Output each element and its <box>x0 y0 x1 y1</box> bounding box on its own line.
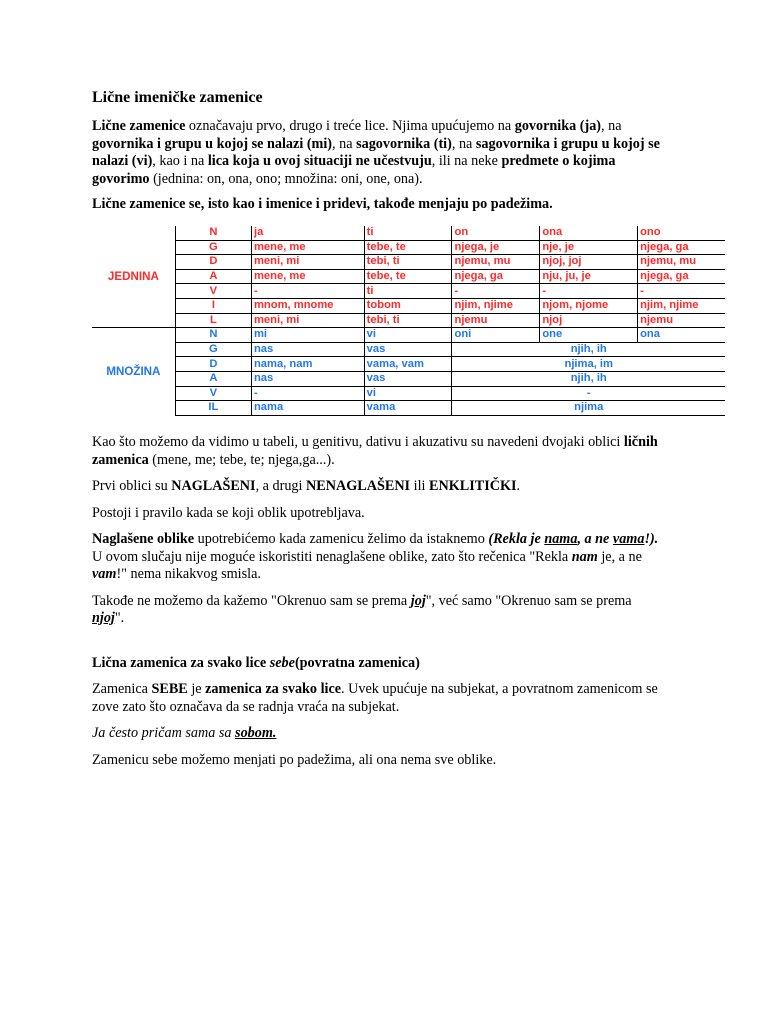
intro-paragraph <box>92 118 662 188</box>
rule-paragraph: Postoji i pravilo kada se koji oblik upotrebljava. <box>92 504 365 521</box>
text-underlined: sobom. <box>235 725 277 741</box>
case-label: A <box>175 269 251 284</box>
table-row <box>92 328 725 343</box>
cell-on: - <box>452 284 540 299</box>
cell-ona: nje, je <box>540 240 638 255</box>
cell-vi: vas <box>364 342 452 357</box>
text: , a drugi <box>255 478 307 494</box>
case-label: V <box>175 386 251 401</box>
case-label: N <box>175 328 251 343</box>
cell-ona-pl: ona <box>638 328 725 343</box>
text: (jednina: on, ona, ono; množina: oni, one, ona). <box>149 170 423 187</box>
example-paragraph <box>92 593 662 628</box>
case-label: L <box>175 313 251 328</box>
text: Lična zamenica za svako lice <box>92 654 270 671</box>
cell-mi: nama <box>251 401 364 416</box>
case-label: G <box>175 342 251 357</box>
cell-ja: meni, mi <box>251 313 364 328</box>
text: . <box>516 478 521 494</box>
case-label: A <box>175 371 251 386</box>
cell-ono: - <box>638 284 725 299</box>
table-row <box>92 371 725 386</box>
text-bold: govornika i grupu u kojoj se nalazi (mi) <box>92 135 333 152</box>
text-underlined: njoj <box>92 610 115 626</box>
cell-ono: njemu, mu <box>638 255 725 270</box>
table-row <box>92 284 725 299</box>
cell-on: on <box>452 226 540 240</box>
document-body-continued <box>92 434 662 769</box>
text-bold: SEBE <box>151 681 188 697</box>
text-bold-italic: vam <box>92 566 117 582</box>
cell-on: njemu, mu <box>452 255 540 270</box>
text-bold-italic: nam <box>571 548 598 565</box>
cell-ti: ti <box>364 284 452 299</box>
cell-ja: meni, mi <box>251 255 364 270</box>
text-underlined: vama <box>612 531 645 547</box>
text: Ja često pričam sama sa <box>92 725 236 741</box>
table-row <box>92 240 725 255</box>
table-row <box>92 226 725 240</box>
table-explanation-paragraph <box>92 434 662 469</box>
cell-third-person: njima <box>452 401 725 416</box>
text-bold-italic: , a ne <box>577 531 613 547</box>
case-label: I <box>175 298 251 313</box>
cell-vi: vas <box>364 371 452 386</box>
cell-mi: nama, nam <box>251 357 364 372</box>
case-label: G <box>175 240 251 255</box>
pronoun-table <box>92 226 725 416</box>
text-bold: NAGLAŠENI <box>171 478 256 494</box>
case-label: D <box>175 357 251 372</box>
cell-ona: njoj <box>540 313 638 328</box>
text-underlined: nama <box>544 531 578 547</box>
cell-vi: vi <box>364 328 452 343</box>
text: upotrebićemo kada zamenicu želimo da istaknemo <box>194 531 489 547</box>
text: Zamenica <box>92 681 152 697</box>
page-title: Lične imeničke zamenice <box>92 89 263 106</box>
text-bold: zamenica za svako lice <box>205 681 342 697</box>
cell-mi: nas <box>251 371 364 386</box>
text: Takođe ne možemo da kažemo "Okrenuo sam se prema <box>92 592 411 609</box>
cell-vi: vi <box>364 386 452 401</box>
cell-mi: mi <box>251 328 364 343</box>
section-heading <box>92 655 662 673</box>
text-bold: Lične zamenice <box>92 118 186 134</box>
cell-on: njega, je <box>452 240 540 255</box>
text-bold-italic: (Rekla je <box>488 531 545 547</box>
cell-ti: ti <box>364 226 452 240</box>
text: (mene, me; tebe, te; njega,ga...). <box>148 451 335 468</box>
cell-ja: - <box>251 284 364 299</box>
cell-vi: vama, vam <box>364 357 452 372</box>
table-row <box>92 255 725 270</box>
text-bold: sagovornika (ti) <box>356 135 452 152</box>
cell-ono: njemu <box>638 313 725 328</box>
cell-ja: mene, me <box>251 269 364 284</box>
closing-paragraph: Zamenicu sebe možemo menjati po padežima, ali ona nema sve oblike. <box>92 751 497 768</box>
cell-ja: mnom, mnome <box>251 298 364 313</box>
text: je, a ne <box>597 548 642 565</box>
text: U ovom slučaju nije moguće iskoristiti nenaglašene oblike, zato što rečenica "Rekla <box>92 548 572 565</box>
cell-ja: mene, me <box>251 240 364 255</box>
cell-one: one <box>540 328 638 343</box>
text-underlined: joj <box>410 592 426 609</box>
cell-third-person: njih, ih <box>452 371 725 386</box>
text: , kao i na <box>152 153 208 169</box>
cell-vi: vama <box>364 401 452 416</box>
cell-ti: tebi, ti <box>364 255 452 270</box>
cell-ti: tebe, te <box>364 240 452 255</box>
table-row <box>92 386 725 401</box>
cell-third-person: njima, im <box>452 357 725 372</box>
cell-ona: njoj, joj <box>540 255 638 270</box>
cell-mi: nas <box>251 342 364 357</box>
text-bold: govornika (ja) <box>514 118 602 134</box>
text: ". <box>114 610 125 626</box>
cell-ono: njega, ga <box>638 240 725 255</box>
text-italic: sebe <box>269 654 295 671</box>
table-row <box>92 401 725 416</box>
cell-ono: njim, njime <box>638 298 725 313</box>
table-row <box>92 313 725 328</box>
cell-third-person: - <box>452 386 725 401</box>
text: !" nema nikakvog smisla. <box>116 566 261 582</box>
text-bold: NENAGLAŠENI <box>306 478 411 494</box>
cell-ona: njom, njome <box>540 298 638 313</box>
text: , na <box>601 118 622 134</box>
cell-mi: - <box>251 386 364 401</box>
cell-ona: nju, ju, je <box>540 269 638 284</box>
text: Prvi oblici su <box>92 478 172 494</box>
text: ", već samo "Okrenuo sam se prema <box>425 592 632 609</box>
case-label: D <box>175 255 251 270</box>
cell-oni: oni <box>452 328 540 343</box>
cell-ti: tebe, te <box>364 269 452 284</box>
cell-ti: tobom <box>364 298 452 313</box>
text: . Uvek upućuje na subjekat, a povratnom zamenicom se zove zato što označava da se radnja vraća na subjekat. <box>92 681 658 715</box>
text-bold-italic: !). <box>644 531 659 547</box>
text: ili <box>410 478 430 494</box>
text: (povratna zamenica) <box>294 654 420 671</box>
reflexive-example <box>92 725 662 743</box>
case-label: IL <box>175 401 251 416</box>
reflexive-paragraph <box>92 681 662 716</box>
singular-group-label: JEDNINA <box>92 226 175 328</box>
text: , ili na neke <box>431 153 502 169</box>
case-label: V <box>175 284 251 299</box>
table-row <box>92 342 725 357</box>
cell-on: njim, njime <box>452 298 540 313</box>
text: , na <box>332 135 357 152</box>
text-bold: ličnih zamenica <box>92 434 658 468</box>
usage-paragraph <box>92 531 662 584</box>
text-bold: ENKLITIČKI <box>429 478 517 494</box>
text: , na <box>451 135 476 152</box>
case-label: N <box>175 226 251 240</box>
table-intro-paragraph: Lične zamenice se, isto kao i imenice i pridevi, takođe menjaju po padežima. <box>92 196 553 212</box>
table-row <box>92 298 725 313</box>
cell-on: njemu <box>452 313 540 328</box>
cell-on: njega, ga <box>452 269 540 284</box>
stressed-forms-paragraph <box>92 478 662 496</box>
cell-ja: ja <box>251 226 364 240</box>
cell-third-person: njih, ih <box>452 342 725 357</box>
plural-group-label: MNOŽINA <box>92 328 175 416</box>
cell-ona: - <box>540 284 638 299</box>
cell-ti: tebi, ti <box>364 313 452 328</box>
cell-ona: ona <box>540 226 638 240</box>
text-bold: predmete o kojima govorimo <box>92 153 616 187</box>
cell-ono: njega, ga <box>638 269 725 284</box>
document-body <box>92 86 662 214</box>
text: je <box>187 681 206 697</box>
table-row <box>92 269 725 284</box>
table-row <box>92 357 725 372</box>
text-bold: sagovornika i grupu u kojoj se nalazi (vi) <box>92 135 660 169</box>
text-bold: Naglašene oblike <box>92 531 195 547</box>
text-bold: lica koja u ovoj situaciji ne učestvuju <box>207 153 432 169</box>
cell-ono: ono <box>638 226 725 240</box>
text: Kao što možemo da vidimo u tabeli, u genitivu, dativu i akuzativu su navedeni dvojaki oblici <box>92 434 624 450</box>
text: označavaju prvo, drugo i treće lice. Njima upućujemo na <box>185 118 515 134</box>
